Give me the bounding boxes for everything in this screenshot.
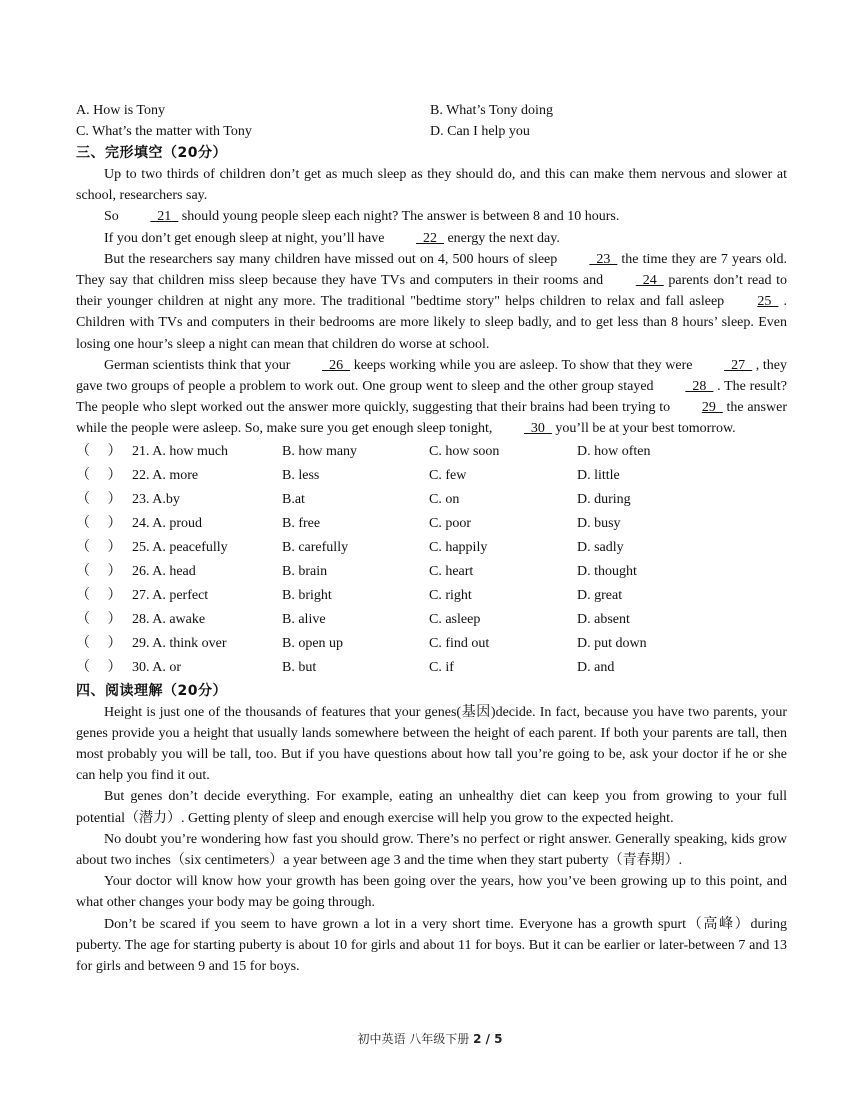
choice-c: C. heart xyxy=(429,563,474,579)
answer-bracket: （ ） xyxy=(76,659,122,675)
reading-paragraph-3: No doubt you’re wondering how fast you should grow. There’s no perfect or right answer. Generally speaking, kids grow about two inches（six centimeters）a year between age 3 and the time when they start puberty（青春期）. xyxy=(76,831,787,869)
choice-c: C. few xyxy=(429,467,467,483)
choice-c: C. find out xyxy=(429,635,490,651)
reading-paragraph-1: Height is just one of the thousands of features that your genes(基因)decide. In fact, because you have two parents, your genes provide you a height that usually lands somewhere between the height of each parent. If both your parents are tall, then most probably you will be tall, too. But if you have questions about how tall you’re going to be, ask your doctor if he or she can help you find it out. xyxy=(76,704,787,784)
cloze-paragraph-1: Up to two thirds of children don’t get as much sleep as they should do, and this can make them nervous and slower at school, researchers say. xyxy=(76,167,787,204)
option-row xyxy=(76,121,787,142)
choice-c: C. how soon xyxy=(429,443,500,459)
document-page xyxy=(76,100,787,977)
page-footer xyxy=(0,1030,860,1047)
blank-21: 21 xyxy=(150,209,179,225)
answer-bracket: （ ） xyxy=(76,491,122,507)
choice-c: C. poor xyxy=(429,515,471,531)
choice-b: B. alive xyxy=(282,611,326,627)
answer-bracket: （ ） xyxy=(76,515,122,531)
choice-d: D. sadly xyxy=(577,539,624,555)
question-row xyxy=(76,464,787,488)
choice-a: 29. A. think over xyxy=(132,635,227,651)
choice-d: D. how often xyxy=(577,443,651,459)
answer-bracket: （ ） xyxy=(76,587,122,603)
choice-b: B. carefully xyxy=(282,539,349,555)
footer-label: 初中英语 八年级下册 xyxy=(357,1032,474,1046)
choice-a: 22. A. more xyxy=(132,467,199,483)
answer-bracket: （ ） xyxy=(76,443,122,459)
blank-28: 28 xyxy=(685,379,714,395)
answer-bracket: （ ） xyxy=(76,467,122,483)
answer-bracket: （ ） xyxy=(76,611,122,627)
section-title-cloze: 三、完形填空（20分） xyxy=(76,145,227,161)
question-row xyxy=(76,560,787,584)
option-b: B. What’s Tony doing xyxy=(430,103,553,118)
cloze-paragraph-5: German scientists think that your 26 keeps working while you are asleep. To show that they were 27 , they gave two groups of people a problem to work out. One group went to sleep and the other group stayed 28 . The result? The people who slept worked out the answer more quickly, suggesting that their brains had been trying to 29 the answer while the people were asleep. So, make sure you get enough sleep tonight, 30 you’ll be at your best tomorrow. xyxy=(76,355,787,440)
option-d: D. Can I help you xyxy=(430,124,530,139)
choice-d: D. absent xyxy=(577,611,630,627)
choice-b: B. bright xyxy=(282,587,332,603)
question-row xyxy=(76,608,787,632)
cloze-paragraph-3: If you don’t get enough sleep at night, you’ll have 22 energy the next day. xyxy=(76,228,787,249)
choice-b: B.at xyxy=(282,491,305,507)
blank-26: 26 xyxy=(322,357,351,373)
reading-paragraph-2: But genes don’t decide everything. For example, eating an unhealthy diet can keep you from growing to your full potential（潜力）. Getting plenty of sleep and enough exercise will help you grow to the expected height. xyxy=(76,789,787,826)
question-row xyxy=(76,584,787,608)
answer-bracket: （ ） xyxy=(76,539,122,555)
choice-b: B. open up xyxy=(282,635,344,651)
choice-a: 25. A. peacefully xyxy=(132,539,228,555)
choice-a: 30. A. or xyxy=(132,659,181,675)
section-title-reading: 四、阅读理解（20分） xyxy=(76,682,227,699)
answer-bracket: （ ） xyxy=(76,563,122,579)
answer-bracket: （ ） xyxy=(76,635,122,651)
cloze-paragraph-4: But the researchers say many children have missed out on 4, 500 hours of sleep 23 the time they are 7 years old. They say that children miss sleep because they have TVs and computers in their rooms and 24 parents don’t read to their younger children at night any more. The traditional "bedtime story" helps children to relax and fall asleep 25 . Children with TVs and computers in their bedrooms are more likely to sleep badly, and to get less than 8 hours’ sleep. Even losing one hour’s sleep a night can mean that children do worse at school. xyxy=(76,249,787,355)
blank-25: 25 xyxy=(757,294,779,310)
question-row xyxy=(76,488,787,512)
option-row xyxy=(76,100,787,121)
choice-a: 28. A. awake xyxy=(132,611,206,627)
question-row xyxy=(76,656,787,680)
option-a: A. How is Tony xyxy=(76,103,165,118)
blank-29: 29 xyxy=(701,400,723,416)
blank-22: 22 xyxy=(415,230,444,246)
question-row xyxy=(76,440,787,464)
choice-a: 26. A. head xyxy=(132,563,196,579)
blank-27: 27 xyxy=(724,357,753,373)
choice-c: C. happily xyxy=(429,539,488,555)
choice-b: B. how many xyxy=(282,443,358,459)
blank-24: 24 xyxy=(635,273,664,289)
question-row xyxy=(76,632,787,656)
choice-b: B. brain xyxy=(282,563,328,579)
choice-d: D. thought xyxy=(577,563,637,579)
choice-d: D. during xyxy=(577,491,631,507)
choice-c: C. on xyxy=(429,491,460,507)
choice-d: D. put down xyxy=(577,635,647,651)
cloze-paragraph-2: So 21 should young people sleep each night? The answer is between 8 and 10 hours. xyxy=(76,206,787,227)
choice-d: D. busy xyxy=(577,515,621,531)
choice-d: D. little xyxy=(577,467,620,483)
choice-d: D. great xyxy=(577,587,623,603)
blank-23: 23 xyxy=(589,251,618,267)
question-row xyxy=(76,512,787,536)
choice-b: B. but xyxy=(282,659,317,675)
reading-paragraph-4: Your doctor will know how your growth has been going over the years, how you’ve been growing up to this point, and what other changes your body may be going through. xyxy=(76,874,787,911)
choice-a: 21. A. how much xyxy=(132,443,229,459)
choice-a: 23. A.by xyxy=(132,491,180,507)
choice-b: B. free xyxy=(282,515,321,531)
choice-c: C. if xyxy=(429,659,454,675)
option-c: C. What’s the matter with Tony xyxy=(76,124,252,139)
choice-d: D. and xyxy=(577,659,615,675)
question-row xyxy=(76,536,787,560)
choice-a: 24. A. proud xyxy=(132,515,202,531)
choice-a: 27. A. perfect xyxy=(132,587,209,603)
reading-paragraph-5: Don’t be scared if you seem to have grown a lot in a very short time. Everyone has a growth spurt（高峰）during puberty. The age for starting puberty is about 10 for girls and about 11 for boys. But it can be earlier or later-between 7 and 13 for girls and between 9 and 15 for boys. xyxy=(76,916,787,975)
choice-c: C. right xyxy=(429,587,472,603)
choice-c: C. asleep xyxy=(429,611,481,627)
page-number: 2 / 5 xyxy=(473,1032,503,1046)
question-list xyxy=(76,440,787,680)
choice-b: B. less xyxy=(282,467,320,483)
blank-30: 30 xyxy=(523,421,552,437)
